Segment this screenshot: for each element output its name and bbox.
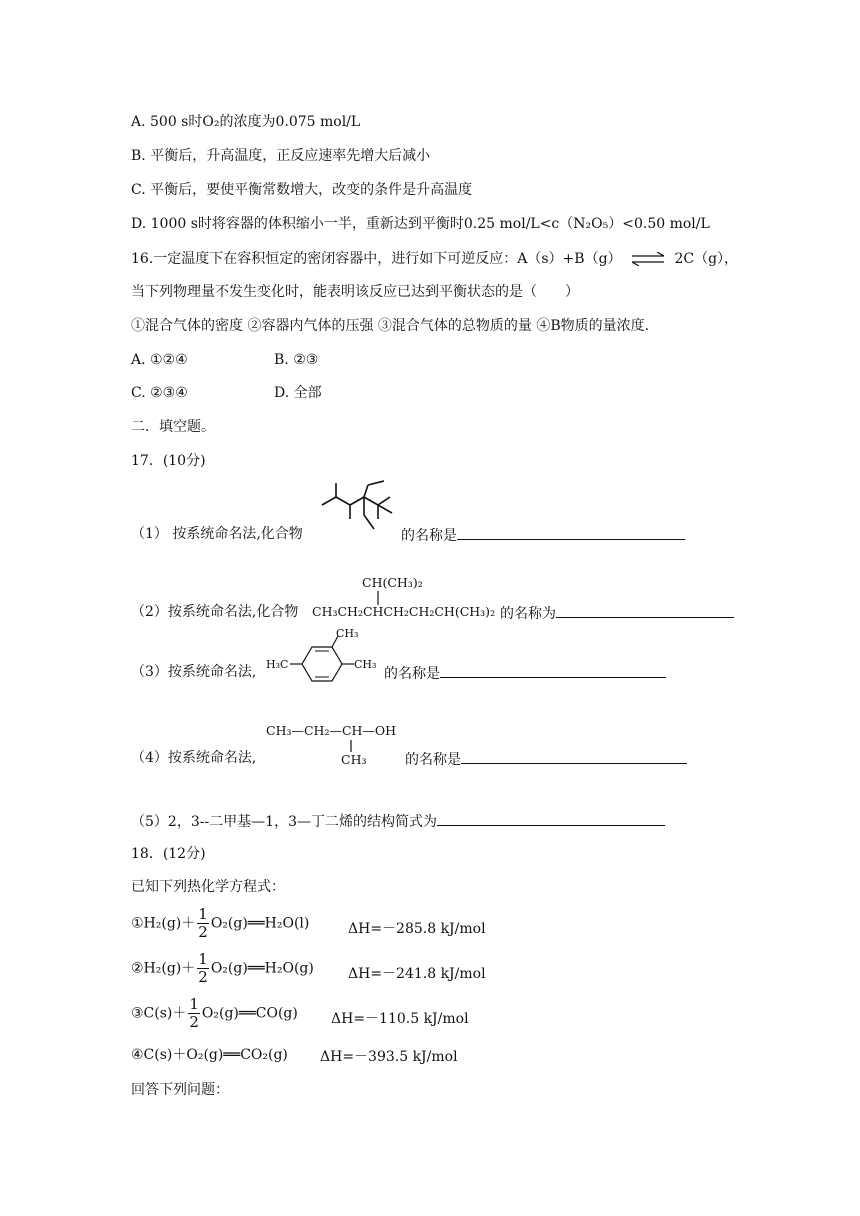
- q17-p4-suffix: [405, 749, 687, 769]
- q17-p1-prefix: （1） 按系统命名法,化合物: [131, 526, 303, 542]
- eq1-left: ①H₂(g)＋: [131, 915, 196, 932]
- q16-option-b: B. ②③: [274, 352, 319, 368]
- q18-outro: 回答下列问题：: [131, 1082, 229, 1098]
- q17-header: 17．(10分): [131, 453, 206, 469]
- q17-p2-branch: CH(CH₃)₂: [362, 575, 423, 590]
- branch-bond-4: [349, 740, 353, 752]
- right-methyl-label: CH₃: [354, 658, 377, 671]
- q18-header: 18．(12分): [131, 846, 206, 862]
- q15-option-b: B. 平衡后，升高温度，正反应速率先增大后减小: [131, 148, 431, 164]
- q18-intro: 已知下列热化学方程式：: [131, 879, 285, 895]
- skeletal-structure-1: [318, 477, 404, 541]
- frac-den: 2: [198, 923, 208, 941]
- eq3-left: ③C(s)＋: [131, 1005, 187, 1022]
- eq4-dh: ΔH=－393.5 kJ/mol: [320, 1049, 458, 1065]
- frac-num: 1: [198, 905, 208, 923]
- fraction-half: [188, 996, 200, 1031]
- q17-p1-suffix: [401, 525, 685, 545]
- q16-option-d: D. 全部: [274, 385, 322, 401]
- q16-stem-line2: 当下列物理量不发生变化时，能表明该反应已达到平衡状态的是（ ）: [131, 284, 579, 300]
- eq1-right: O₂(g)══H₂O(l): [210, 915, 310, 932]
- q15-option-d: D. 1000 s时将容器的体积缩小一半，重新达到平衡时0.25 mol/L<c（N₂O₅）<0.50 mol/L: [131, 216, 710, 232]
- q15-option-a: A. 500 s时O₂的浓度为0.075 mol/L: [131, 114, 361, 130]
- left-methyl-label: H₃C: [266, 658, 289, 671]
- q17-p2-suffix-text: 的名称为: [500, 606, 556, 622]
- q17-p2-chain: CH₃CH₂CHCH₂CH₂CH(CH₃)₂: [312, 604, 496, 619]
- section-title: 二．填空题。: [131, 419, 215, 435]
- answer-blank-4[interactable]: [461, 749, 687, 764]
- q17-p5: [131, 811, 665, 831]
- q16-stem-part2: 2C（g），: [674, 251, 739, 267]
- q16-stem-part1: 16.一定温度下在容积恒定的密闭容器中，进行如下可逆反应：A（s）+B（g）: [131, 251, 622, 267]
- q17-p2-suffix: [500, 603, 734, 623]
- answer-blank-5[interactable]: [437, 811, 665, 826]
- eq2-dh: ΔH=－241.8 kJ/mol: [348, 966, 486, 982]
- q16-option-c: C. ②③④: [131, 385, 188, 401]
- eq3-dh: ΔH=－110.5 kJ/mol: [331, 1011, 469, 1027]
- eq1-dh: ΔH=－285.8 kJ/mol: [348, 921, 486, 937]
- q16-option-a: A. ①②④: [131, 352, 188, 368]
- frac-num: 1: [189, 995, 199, 1013]
- fraction-half: [197, 906, 209, 941]
- fraction-half: [197, 951, 209, 986]
- equation-4: ④C(s)＋O₂(g)══CO₂(g): [131, 1047, 288, 1063]
- frac-den: 2: [198, 968, 208, 986]
- branch-bond-2: [376, 591, 380, 605]
- q17-p1-suffix-text: 的名称是: [401, 528, 457, 544]
- q17-p2-prefix: （2）按系统命名法,化合物: [131, 604, 299, 620]
- eq2-right: O₂(g)══H₂O(g): [210, 960, 314, 977]
- q17-p3-suffix: [384, 663, 666, 683]
- q17-p3-suffix-text: 的名称是: [384, 666, 440, 682]
- frac-num: 1: [198, 950, 208, 968]
- frac-den: 2: [189, 1013, 199, 1031]
- answer-blank-2[interactable]: [556, 603, 734, 618]
- eq2-left: ②H₂(g)＋: [131, 960, 196, 977]
- equilibrium-arrow-icon: [630, 252, 666, 266]
- q16-conditions: ①混合气体的密度 ②容器内气体的压强 ③混合气体的总物质的量 ④B物质的量浓度.: [131, 318, 650, 334]
- eq3-right: O₂(g)══CO(g): [201, 1005, 298, 1022]
- equation-1: [131, 906, 309, 941]
- q17-p5-text: （5）2，3--二甲基—1，3—丁二烯的结构简式为: [131, 814, 437, 830]
- q17-p4-chain: CH₃—CH₂—CH—OH: [266, 723, 397, 738]
- top-methyl-label: CH₃: [336, 627, 359, 640]
- equation-2: [131, 951, 314, 986]
- equation-3: [131, 996, 298, 1031]
- q16-stem: [131, 250, 738, 268]
- q17-p3-prefix: （3）按系统命名法,: [131, 664, 257, 680]
- xylene-structure: [262, 624, 384, 688]
- q17-p4-suffix-text: 的名称是: [405, 752, 461, 768]
- answer-blank-1[interactable]: [457, 525, 685, 540]
- q15-option-c: C. 平衡后，要使平衡常数增大，改变的条件是升高温度: [131, 182, 473, 198]
- answer-blank-3[interactable]: [440, 663, 666, 678]
- q17-p4-prefix: （4）按系统命名法,: [131, 750, 257, 766]
- q17-p4-branch: CH₃: [341, 752, 367, 767]
